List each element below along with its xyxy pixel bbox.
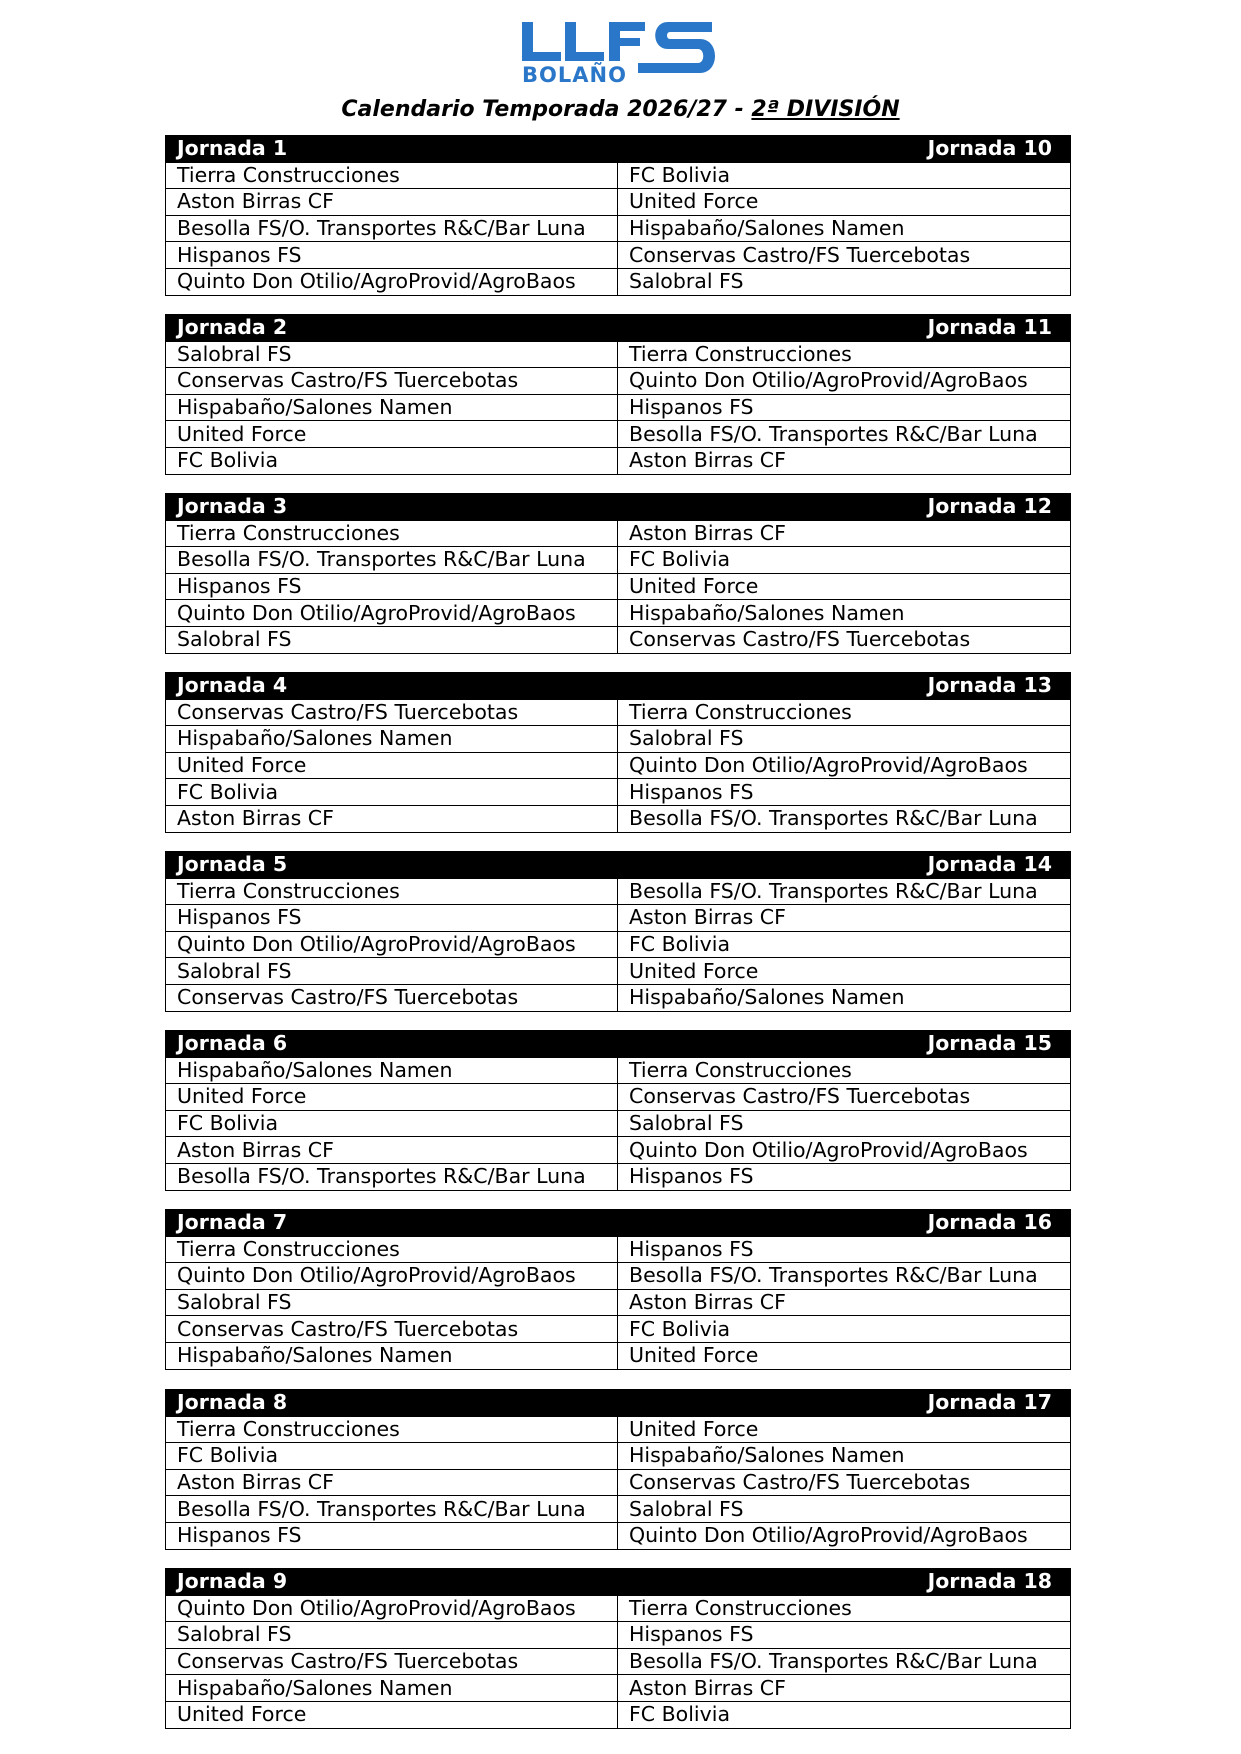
home-team: FC Bolivia [166, 1110, 618, 1137]
jornada-header-cell [166, 1390, 1071, 1417]
jornada-header [166, 1569, 1071, 1596]
home-team: Salobral FS [166, 1622, 618, 1649]
away-team: Aston Birras CF [618, 1289, 1071, 1316]
home-team: United Force [166, 752, 618, 779]
match-row [166, 520, 1071, 547]
match-row [166, 805, 1071, 832]
svg-text:BOLAÑO: BOLAÑO [522, 63, 627, 86]
match-row [166, 1522, 1071, 1549]
home-team: Salobral FS [166, 1289, 618, 1316]
jornada-first-leg-label: Jornada 6 [177, 1031, 288, 1056]
home-team: Tierra Construcciones [166, 520, 618, 547]
home-team: Quinto Don Otilio/AgroProvid/AgroBaos [166, 1595, 618, 1622]
jornada-second-leg-label: Jornada 12 [927, 494, 1052, 519]
jornada-first-leg-label: Jornada 3 [177, 494, 288, 519]
jornada-second-leg-label: Jornada 17 [927, 1390, 1052, 1415]
away-team: United Force [618, 1342, 1071, 1369]
away-team: Besolla FS/O. Transportes R&C/Bar Luna [618, 878, 1071, 905]
match-row [166, 779, 1071, 806]
match-row [166, 1622, 1071, 1649]
home-team: Tierra Construcciones [166, 1236, 618, 1263]
match-row [166, 1084, 1071, 1111]
match-row [166, 1701, 1071, 1728]
home-team: Salobral FS [166, 626, 618, 653]
away-team: Tierra Construcciones [618, 1057, 1071, 1084]
jornada-header-cell [166, 852, 1071, 879]
away-team: Hispabaño/Salones Namen [618, 600, 1071, 627]
away-team: Besolla FS/O. Transportes R&C/Bar Luna [618, 421, 1071, 448]
away-team: Hispanos FS [618, 779, 1071, 806]
title-prefix: Calendario Temporada 2026/27 - [341, 97, 752, 122]
jornada-second-leg-label: Jornada 11 [927, 315, 1052, 340]
match-row [166, 1316, 1071, 1343]
away-team: United Force [618, 189, 1071, 216]
away-team: Conservas Castro/FS Tuercebotas [618, 1084, 1071, 1111]
match-row [166, 726, 1071, 753]
jornada-table [165, 135, 1071, 296]
home-team: Hispabaño/Salones Namen [166, 726, 618, 753]
match-row [166, 931, 1071, 958]
match-row [166, 1163, 1071, 1190]
match-row [166, 421, 1071, 448]
home-team: United Force [166, 421, 618, 448]
home-team: Hispabaño/Salones Namen [166, 394, 618, 421]
away-team: Tierra Construcciones [618, 341, 1071, 368]
away-team: Hispanos FS [618, 1163, 1071, 1190]
away-team: FC Bolivia [618, 162, 1071, 189]
home-team: Conservas Castro/FS Tuercebotas [166, 984, 618, 1011]
match-row [166, 1110, 1071, 1137]
jornada-table [165, 851, 1071, 1012]
jornada-header-cell [166, 1031, 1071, 1058]
home-team: FC Bolivia [166, 779, 618, 806]
jornada-header-cell [166, 673, 1071, 700]
home-team: Besolla FS/O. Transportes R&C/Bar Luna [166, 215, 618, 242]
home-team: Conservas Castro/FS Tuercebotas [166, 1316, 618, 1343]
away-team: Salobral FS [618, 268, 1071, 295]
match-row [166, 752, 1071, 779]
match-row [166, 1263, 1071, 1290]
match-row [166, 1443, 1071, 1470]
match-row [166, 1416, 1071, 1443]
away-team: Quinto Don Otilio/AgroProvid/AgroBaos [618, 1137, 1071, 1164]
home-team: Quinto Don Otilio/AgroProvid/AgroBaos [166, 600, 618, 627]
home-team: Tierra Construcciones [166, 1416, 618, 1443]
jornada-header-cell [166, 1569, 1071, 1596]
home-team: Hispabaño/Salones Namen [166, 1675, 618, 1702]
jornada-header [166, 1031, 1071, 1058]
away-team: Conservas Castro/FS Tuercebotas [618, 626, 1071, 653]
match-row [166, 268, 1071, 295]
jornada-second-leg-label: Jornada 18 [927, 1569, 1052, 1594]
away-team: Tierra Construcciones [618, 699, 1071, 726]
away-team: Salobral FS [618, 1110, 1071, 1137]
away-team: Tierra Construcciones [618, 1595, 1071, 1622]
match-row [166, 878, 1071, 905]
home-team: Tierra Construcciones [166, 162, 618, 189]
jornada-header-cell [166, 1210, 1071, 1237]
away-team: FC Bolivia [618, 931, 1071, 958]
home-team: Quinto Don Otilio/AgroProvid/AgroBaos [166, 268, 618, 295]
match-row [166, 242, 1071, 269]
match-row [166, 600, 1071, 627]
match-row [166, 162, 1071, 189]
match-row [166, 394, 1071, 421]
away-team: United Force [618, 1416, 1071, 1443]
match-row [166, 341, 1071, 368]
match-row [166, 958, 1071, 985]
away-team: FC Bolivia [618, 1701, 1071, 1728]
jornada-header-cell [166, 136, 1071, 163]
jornada-header [166, 1210, 1071, 1237]
match-row [166, 215, 1071, 242]
page-title [0, 96, 1241, 124]
away-team: Hispanos FS [618, 1236, 1071, 1263]
jornada-header-cell [166, 315, 1071, 342]
home-team: Conservas Castro/FS Tuercebotas [166, 1648, 618, 1675]
away-team: Hispabaño/Salones Namen [618, 984, 1071, 1011]
jornada-header [166, 852, 1071, 879]
away-team: Conservas Castro/FS Tuercebotas [618, 242, 1071, 269]
jornada-table [165, 672, 1071, 833]
match-row [166, 984, 1071, 1011]
home-team: FC Bolivia [166, 447, 618, 474]
home-team: Conservas Castro/FS Tuercebotas [166, 699, 618, 726]
jornada-second-leg-label: Jornada 14 [927, 852, 1052, 877]
match-row [166, 1595, 1071, 1622]
home-team: Besolla FS/O. Transportes R&C/Bar Luna [166, 547, 618, 574]
jornada-table [165, 1209, 1071, 1370]
home-team: Aston Birras CF [166, 805, 618, 832]
match-row [166, 905, 1071, 932]
home-team: Besolla FS/O. Transportes R&C/Bar Luna [166, 1496, 618, 1523]
match-row [166, 1469, 1071, 1496]
jornada-table [165, 1030, 1071, 1191]
away-team: FC Bolivia [618, 547, 1071, 574]
jornada-header [166, 315, 1071, 342]
home-team: Quinto Don Otilio/AgroProvid/AgroBaos [166, 1263, 618, 1290]
title-division: 2ª DIVISIÓN [751, 97, 900, 122]
match-row [166, 1675, 1071, 1702]
home-team: FC Bolivia [166, 1443, 618, 1470]
home-team: Besolla FS/O. Transportes R&C/Bar Luna [166, 1163, 618, 1190]
match-row [166, 189, 1071, 216]
jornada-second-leg-label: Jornada 10 [927, 136, 1052, 161]
match-row [166, 447, 1071, 474]
home-team: United Force [166, 1084, 618, 1111]
home-team: Quinto Don Otilio/AgroProvid/AgroBaos [166, 931, 618, 958]
match-row [166, 1289, 1071, 1316]
home-team: Aston Birras CF [166, 189, 618, 216]
away-team: Conservas Castro/FS Tuercebotas [618, 1469, 1071, 1496]
home-team: Tierra Construcciones [166, 878, 618, 905]
home-team: Conservas Castro/FS Tuercebotas [166, 368, 618, 395]
jornada-header-cell [166, 494, 1071, 521]
match-row [166, 547, 1071, 574]
home-team: Hispanos FS [166, 242, 618, 269]
jornada-header [166, 494, 1071, 521]
jornada-header [166, 136, 1071, 163]
away-team: Quinto Don Otilio/AgroProvid/AgroBaos [618, 368, 1071, 395]
jornada-second-leg-label: Jornada 16 [927, 1210, 1052, 1235]
away-team: Aston Birras CF [618, 905, 1071, 932]
away-team: Besolla FS/O. Transportes R&C/Bar Luna [618, 1263, 1071, 1290]
jornada-first-leg-label: Jornada 2 [177, 315, 288, 340]
away-team: Hispabaño/Salones Namen [618, 1443, 1071, 1470]
away-team: Besolla FS/O. Transportes R&C/Bar Luna [618, 1648, 1071, 1675]
jornada-second-leg-label: Jornada 15 [927, 1031, 1052, 1056]
jornada-first-leg-label: Jornada 7 [177, 1210, 288, 1235]
match-row [166, 1236, 1071, 1263]
match-row [166, 1496, 1071, 1523]
jornada-table [165, 493, 1071, 654]
match-row [166, 573, 1071, 600]
away-team: Hispabaño/Salones Namen [618, 215, 1071, 242]
jornada-first-leg-label: Jornada 9 [177, 1569, 288, 1594]
match-row [166, 1648, 1071, 1675]
jornada-table [165, 314, 1071, 475]
home-team: Aston Birras CF [166, 1137, 618, 1164]
jornada-table [165, 1389, 1071, 1550]
away-team: Hispanos FS [618, 1622, 1071, 1649]
jornada-first-leg-label: Jornada 8 [177, 1390, 288, 1415]
away-team: Aston Birras CF [618, 520, 1071, 547]
away-team: Aston Birras CF [618, 447, 1071, 474]
away-team: Salobral FS [618, 1496, 1071, 1523]
jornada-header [166, 673, 1071, 700]
home-team: Hispanos FS [166, 1522, 618, 1549]
jornada-first-leg-label: Jornada 4 [177, 673, 288, 698]
away-team: Quinto Don Otilio/AgroProvid/AgroBaos [618, 752, 1071, 779]
home-team: Aston Birras CF [166, 1469, 618, 1496]
away-team: Quinto Don Otilio/AgroProvid/AgroBaos [618, 1522, 1071, 1549]
away-team: United Force [618, 573, 1071, 600]
away-team: Aston Birras CF [618, 1675, 1071, 1702]
jornada-first-leg-label: Jornada 5 [177, 852, 288, 877]
match-row [166, 699, 1071, 726]
away-team: Hispanos FS [618, 394, 1071, 421]
match-row [166, 1342, 1071, 1369]
home-team: Salobral FS [166, 958, 618, 985]
away-team: FC Bolivia [618, 1316, 1071, 1343]
away-team: Besolla FS/O. Transportes R&C/Bar Luna [618, 805, 1071, 832]
home-team: Hispabaño/Salones Namen [166, 1342, 618, 1369]
home-team: Hispanos FS [166, 905, 618, 932]
llfs-bolano-logo [522, 18, 717, 86]
home-team: Salobral FS [166, 341, 618, 368]
away-team: Salobral FS [618, 726, 1071, 753]
jornada-first-leg-label: Jornada 1 [177, 136, 288, 161]
match-row [166, 1057, 1071, 1084]
home-team: Hispanos FS [166, 573, 618, 600]
jornada-second-leg-label: Jornada 13 [927, 673, 1052, 698]
home-team: United Force [166, 1701, 618, 1728]
jornada-table [165, 1568, 1071, 1729]
home-team: Hispabaño/Salones Namen [166, 1057, 618, 1084]
match-row [166, 368, 1071, 395]
match-row [166, 626, 1071, 653]
jornada-header [166, 1390, 1071, 1417]
away-team: United Force [618, 958, 1071, 985]
match-row [166, 1137, 1071, 1164]
